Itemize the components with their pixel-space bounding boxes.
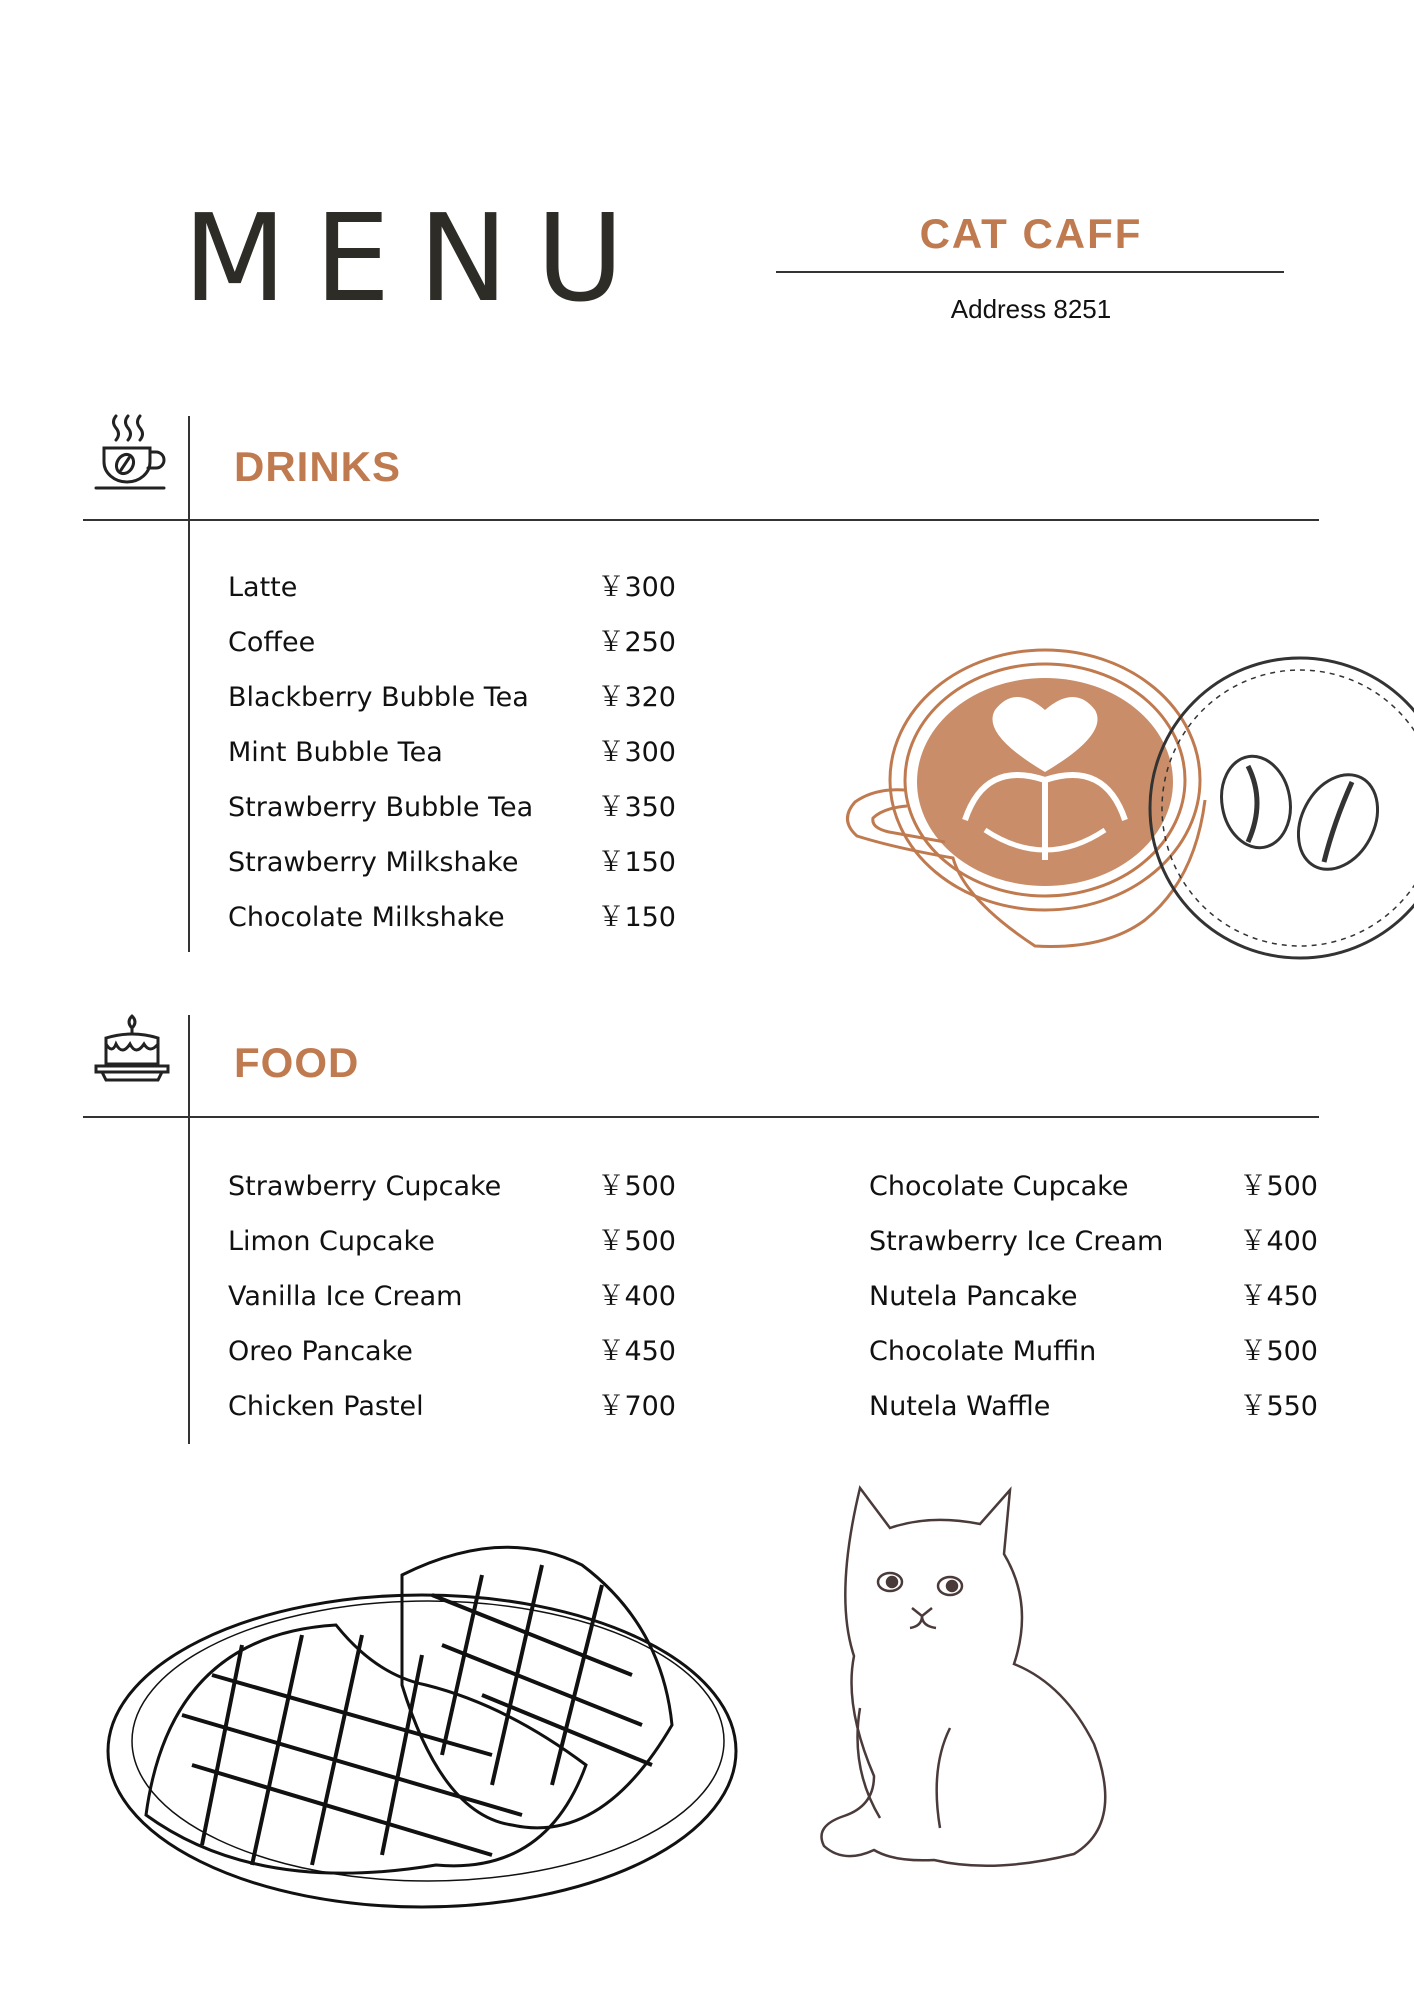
menu-item-price: ￥450 — [597, 1336, 676, 1367]
menu-title: MENU — [183, 190, 652, 329]
menu-item-price: ￥350 — [597, 792, 676, 823]
menu-item-price: ￥150 — [597, 847, 676, 878]
food-horizontal-rule — [83, 1116, 1319, 1118]
menu-item-price: ￥400 — [597, 1281, 676, 1312]
drinks-title: DRINKS — [234, 443, 402, 490]
menu-item-name: Chicken Pastel — [228, 1391, 424, 1422]
cafe-divider — [776, 271, 1284, 273]
menu-item-name: Strawberry Milkshake — [228, 847, 519, 878]
cafe-name: CAT CAFF — [919, 210, 1143, 257]
food-vertical-rule — [188, 1015, 190, 1444]
menu-item-name: Strawberry Cupcake — [228, 1171, 502, 1202]
food-title: FOOD — [234, 1039, 360, 1086]
menu-item-name: Nutela Pancake — [869, 1281, 1078, 1312]
menu-item-price: ￥150 — [597, 902, 676, 933]
menu-item-name: Nutela Waffle — [869, 1391, 1051, 1422]
cafe-address: Address 8251 — [950, 294, 1112, 324]
menu-item-name: Mint Bubble Tea — [228, 737, 443, 768]
coffee-cup-icon — [92, 412, 172, 496]
menu-item-name: Blackberry Bubble Tea — [228, 682, 529, 713]
menu-item-price: ￥450 — [1239, 1281, 1318, 1312]
menu-item-price: ￥300 — [597, 737, 676, 768]
menu-item-price: ￥320 — [597, 682, 676, 713]
menu-item-name: Oreo Pancake — [228, 1336, 413, 1367]
menu-item-price: ￥300 — [597, 572, 676, 603]
coffee-beans-plate-illustration — [1148, 656, 1414, 966]
menu-item-name: Strawberry Bubble Tea — [228, 792, 534, 823]
waffles-plate-illustration — [102, 1515, 742, 1915]
menu-item-name: Coffee — [228, 627, 316, 658]
menu-item-price: ￥500 — [1239, 1336, 1318, 1367]
menu-item-name: Chocolate Milkshake — [228, 902, 505, 933]
menu-item-name: Limon Cupcake — [228, 1226, 435, 1257]
menu-item-name: Vanilla Ice Cream — [228, 1281, 463, 1312]
menu-item-price: ￥500 — [1239, 1171, 1318, 1202]
menu-item-price: ￥500 — [597, 1226, 676, 1257]
cake-icon — [92, 1014, 172, 1086]
menu-item-name: Chocolate Muffin — [869, 1336, 1097, 1367]
menu-item-price: ￥400 — [1239, 1226, 1318, 1257]
menu-item-name: Latte — [228, 572, 298, 603]
menu-item-price: ￥250 — [597, 627, 676, 658]
menu-item-price: ￥550 — [1239, 1391, 1318, 1422]
drinks-vertical-rule — [188, 416, 190, 952]
drinks-horizontal-rule — [83, 519, 1319, 521]
menu-item-name: Chocolate Cupcake — [869, 1171, 1129, 1202]
menu-item-name: Strawberry Ice Cream — [869, 1226, 1164, 1257]
menu-item-price: ￥500 — [597, 1171, 676, 1202]
menu-item-price: ￥700 — [597, 1391, 676, 1422]
cat-illustration — [800, 1478, 1160, 1878]
